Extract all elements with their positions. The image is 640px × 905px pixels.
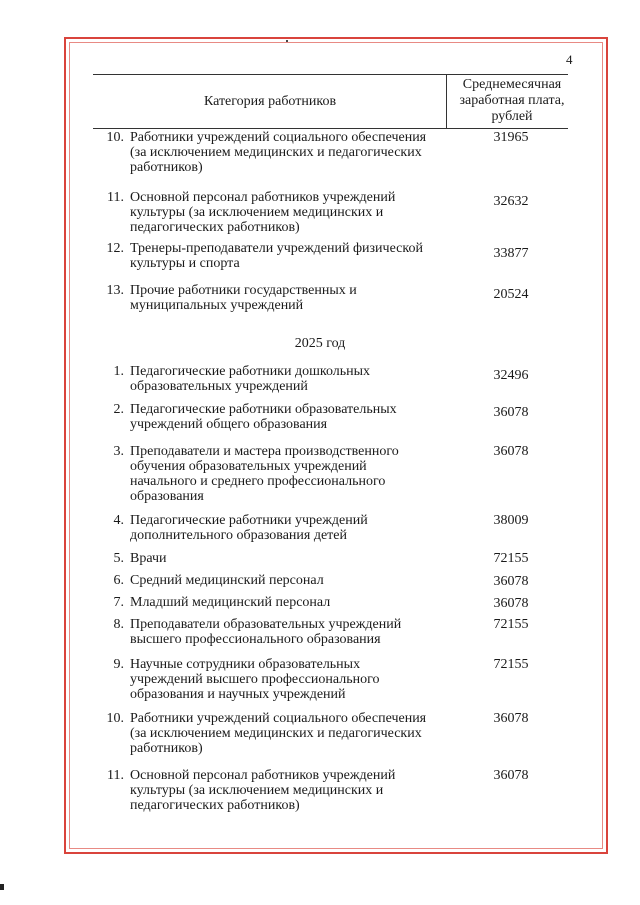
row-number: 10. <box>106 130 124 145</box>
row-number: 13. <box>106 283 124 298</box>
row-number: 1. <box>113 364 124 379</box>
row-number: 10. <box>106 711 124 726</box>
row-category: Младший медицинский персонал <box>130 595 331 610</box>
row-category: Работники учреждений социального обеспечения (за исключением медицинских и педагогических работников) <box>130 711 427 756</box>
row-category: Прочие работники государственных и муниципальных учреждений <box>130 283 357 313</box>
row-value: 72155 <box>493 657 529 672</box>
row-category: Основной персонал работников учреждений культуры (за исключением медицинских и педагогических работников) <box>130 768 396 813</box>
row-number: 12. <box>106 241 124 256</box>
row-category: Основной персонал работников учреждений культуры (за исключением медицинских и педагогических работников) <box>130 190 396 235</box>
row-number: 11. <box>107 768 124 783</box>
row-value: 36078 <box>493 574 529 589</box>
row-number: 5. <box>113 551 124 566</box>
row-value: 20524 <box>493 287 529 302</box>
row-value: 31965 <box>493 130 529 145</box>
row-value: 32632 <box>493 194 529 209</box>
row-category: Врачи <box>130 551 167 566</box>
row-number: 6. <box>113 573 124 588</box>
row-category: Преподаватели и мастера производственного обучения образовательных учреждений начального и среднего профессионального образования <box>130 444 399 504</box>
row-number: 7. <box>113 595 124 610</box>
row-number: 3. <box>113 444 124 459</box>
table-top-rule <box>93 74 568 75</box>
row-category: Преподаватели образовательных учреждений высшего профессионального образования <box>130 617 402 647</box>
row-category: Средний медицинский персонал <box>130 573 324 588</box>
row-category: Научные сотрудники образовательных учреждений высшего профессионального образования и научных учреждений <box>130 657 380 702</box>
row-value: 36078 <box>493 711 529 726</box>
row-number: 2. <box>113 402 124 417</box>
row-category: Педагогические работники дошкольных образовательных учреждений <box>130 364 371 394</box>
row-value: 36078 <box>493 596 529 611</box>
row-number: 4. <box>113 513 124 528</box>
scan-dot <box>286 40 288 42</box>
row-value: 36078 <box>493 405 529 420</box>
table-header-rule <box>93 128 568 129</box>
row-number: 11. <box>107 190 124 205</box>
row-category: Педагогические работники образовательных учреждений общего образования <box>130 402 397 432</box>
column-divider <box>446 75 447 128</box>
row-number: 8. <box>113 617 124 632</box>
row-number: 9. <box>113 657 124 672</box>
scan-artifact <box>0 884 4 890</box>
row-value: 32496 <box>493 368 529 383</box>
page-number: 4 <box>566 52 573 67</box>
row-category: Работники учреждений социального обеспечения (за исключением медицинских и педагогических работников) <box>130 130 427 175</box>
row-value: 38009 <box>493 513 529 528</box>
row-value: 36078 <box>493 768 529 783</box>
row-category: Педагогические работники учреждений дополнительного образования детей <box>130 513 368 543</box>
header-category: Категория работников <box>203 94 337 109</box>
row-value: 72155 <box>493 617 529 632</box>
section-title-2025: 2025 год <box>294 336 346 351</box>
row-category: Тренеры-преподаватели учреждений физической культуры и спорта <box>130 241 423 271</box>
row-value: 33877 <box>493 246 529 261</box>
header-salary: Среднемесячная заработная плата, рублей <box>459 77 565 124</box>
row-value: 72155 <box>493 551 529 566</box>
row-value: 36078 <box>493 444 529 459</box>
